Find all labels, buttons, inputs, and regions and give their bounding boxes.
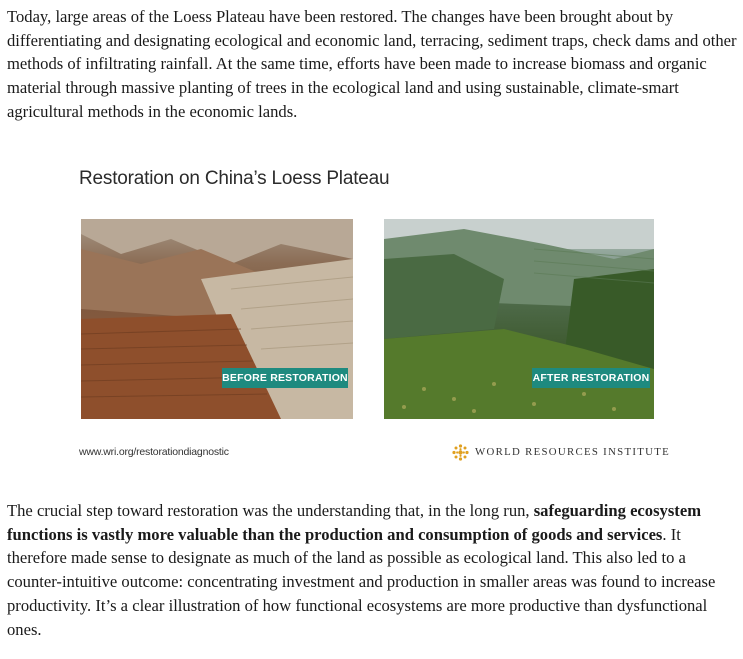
closing-text-end: . It therefore made sense to designate as much of the land as possible as ecological land. This also led to a counter-intuitive outcome: concentrating investment and production in smaller areas was found to increase productivity. It’s a clear illustration of how functional ecosystems are more productive than dysfunctional ones. — [7, 524, 716, 639]
after-restoration-photo — [384, 219, 654, 419]
barren-hills-illustration — [81, 219, 353, 419]
closing-text-bold: safeguarding ecosystem functions is vastly more valuable than the production and consumption of goods and services — [7, 501, 702, 544]
figure-title: Restoration on China’s Loess Plateau — [79, 168, 390, 189]
source-url-text: www.wri.org/restorationdiagnostic — [79, 446, 229, 458]
before-restoration-badge: BEFORE RESTORATION — [222, 368, 348, 388]
after-restoration-badge: AFTER RESTORATION — [532, 368, 650, 388]
closing-text-start: The crucial step toward restoration was the understanding that, in the long run, — [7, 501, 534, 520]
wri-logo-icon — [452, 444, 469, 461]
wri-attribution — [452, 443, 670, 461]
wri-name: WORLD RESOURCES INSTITUTE — [475, 446, 671, 458]
before-restoration-photo — [81, 219, 353, 419]
green-hills-illustration — [384, 219, 654, 419]
intro-paragraph: Today, large areas of the Loess Plateau have been restored. The changes have been brought about by differentiating and designating ecological and economic land, terracing, sediment traps, check dams and other methods of infiltrating rainfall. At the same time, efforts have been made to increase biomass and organic material through massive planting of trees in the ecological land and using sustainable, climate-smart agricultural methods in the economic lands. — [7, 7, 737, 121]
closing-paragraph — [7, 499, 737, 641]
